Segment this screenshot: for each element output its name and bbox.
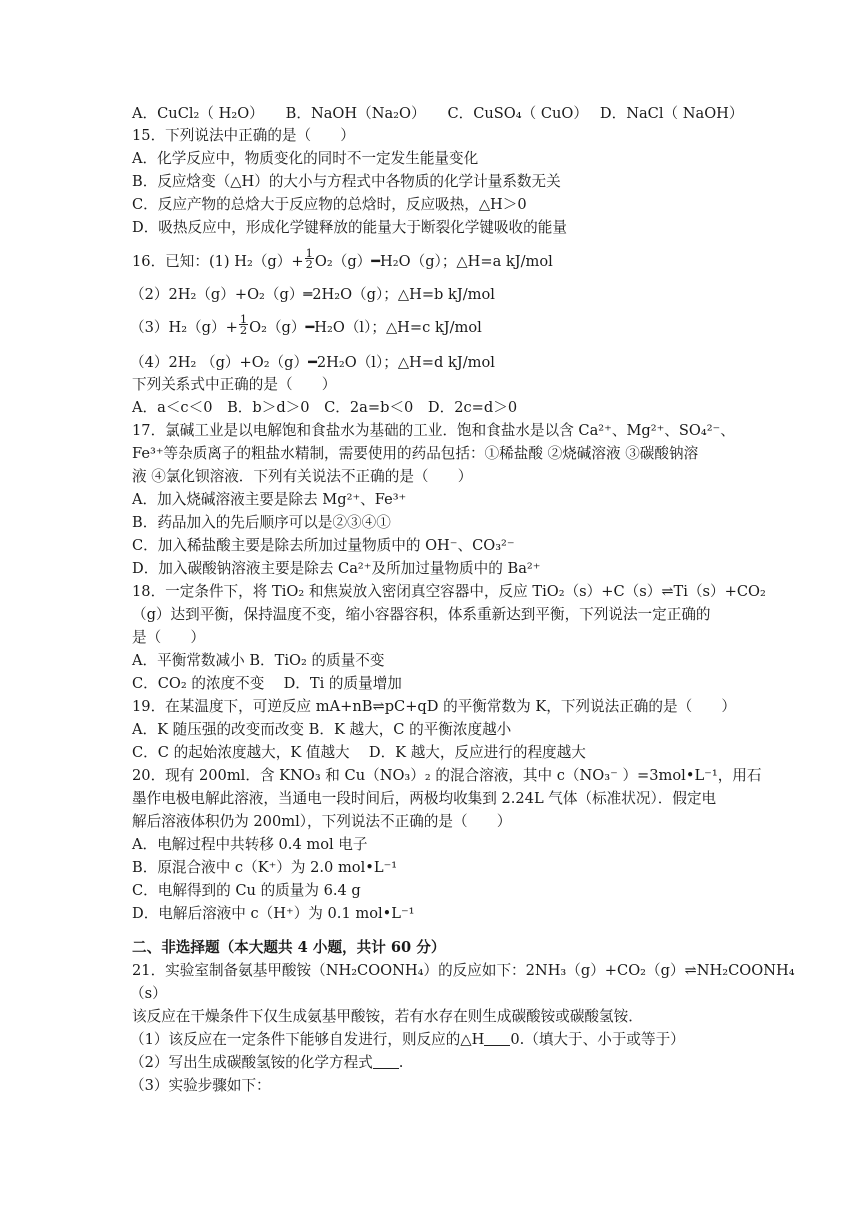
q17-option-b: B．药品加入的先后顺序可以是②③④① xyxy=(132,514,391,531)
q17-option-d: D．加入碳酸钠溶液主要是除去 Ca²⁺及所加过量物质中的 Ba²⁺ xyxy=(132,560,541,577)
q20-line-3: 解后溶液体积仍为 200ml），下列说法不正确的是（ ） xyxy=(132,813,512,830)
q18-line-1: 18．一定条件下，将 TiO₂ 和焦炭放入密闭真空容器中，反应 TiO₂（s）+C（s）⇌Ti（s）+CO₂ xyxy=(132,583,766,600)
q19-stem: 19．在某温度下，可逆反应 mA+nB⇌pC+qD 的平衡常数为 K，下列说法正确的是（ ） xyxy=(132,698,736,715)
q16-equation-4: （4）2H₂ （g）+O₂（g）━2H₂O（l）；△H=d kJ/mol xyxy=(130,354,495,371)
q19-options-ab: A．K 随压强的改变而改变 B．K 越大，C 的平衡浓度越小 xyxy=(132,721,512,738)
q16-options: A．a＜c＜0 B．b＞d＞0 C．2a=b＜0 D．2c=d＞0 xyxy=(132,399,518,416)
q16-equation-3 xyxy=(130,311,482,338)
one-half-fraction: $\frac{1}{2}$ xyxy=(239,311,248,337)
section-2-heading: 二、非选择题（本大题共 4 小题，共计 60 分） xyxy=(132,939,446,956)
q20-option-c: C．电解得到的 Cu 的质量为 6.4 g xyxy=(132,882,361,899)
q15-option-d: D．吸热反应中，形成化学键释放的能量大于断裂化学键吸收的能量 xyxy=(132,219,567,236)
one-half-fraction: $\frac{1}{2}$ xyxy=(305,245,313,271)
q18-line-2: （g）达到平衡，保持温度不变，缩小容器容积，体系重新达到平衡，下列说法一定正确的 xyxy=(132,606,711,623)
q21-part-2-pre: （2）写出生成碳酸氢铵的化学方程式 xyxy=(130,1054,373,1071)
q20-option-b: B．原混合液中 c（K⁺）为 2.0 mol•L⁻¹ xyxy=(132,859,398,876)
q16-equation-1 xyxy=(132,245,553,272)
q21-line-3: 该反应在干燥条件下仅生成氨基甲酸铵，若有水存在则生成碳酸铵或碳酸氢铵． xyxy=(132,1008,643,1025)
q17-line-1: 17．氯碱工业是以电解饱和食盐水为基础的工业．饱和食盐水是以含 Ca²⁺、Mg²⁺、SO₄²⁻、 xyxy=(132,422,735,439)
q21-part-1-post: 0.（填大于、小于或等于） xyxy=(510,1031,685,1048)
q17-option-a: A．加入烧碱溶液主要是除去 Mg²⁺、Fe³⁺ xyxy=(132,491,407,508)
q17-line-3: 液 ④氯化钡溶液．下列有关说法不正确的是（ ） xyxy=(132,468,473,485)
q18-line-3: 是（ ） xyxy=(132,629,205,646)
answer-blank[interactable] xyxy=(484,1032,510,1046)
q14-options: A．CuCl₂（ H₂O） B．NaOH（Na₂O） C．CuSO₄（ CuO） D．NaCl（ NaOH） xyxy=(132,105,744,122)
q16-equation-2: （2）2H₂（g）+O₂（g）═2H₂O（g）；△H=b kJ/mol xyxy=(130,286,495,303)
q21-line-1: 21．实验室制备氨基甲酸铵（NH₂COONH₄）的反应如下：2NH₃（g）+CO₂（g）⇌NH₂COONH₄ xyxy=(132,962,795,979)
q15-option-a: A．化学反应中，物质变化的同时不一定发生能量变化 xyxy=(132,150,479,167)
q17-option-c: C．加入稀盐酸主要是除去所加过量物质中的 OH⁻、CO₃²⁻ xyxy=(132,537,515,554)
q21-part-1-pre: （1）该反应在一定条件下能够自发进行，则反应的△H xyxy=(130,1031,485,1048)
q20-line-2: 墨作电极电解此溶液，当通电一段时间后，两极均收集到 2.24L 气体（标准状况）．假定电 xyxy=(132,790,717,807)
q16-eq3-right: O₂（g）━H₂O（l）；△H=c kJ/mol xyxy=(249,319,482,336)
q16-eq1-left: 16．已知：(1) H₂（g）+ xyxy=(132,253,304,270)
q21-line-2: （s） xyxy=(130,985,167,1002)
q21-part-3: （3）实验步骤如下： xyxy=(130,1077,271,1094)
q19-options-cd: C．C 的起始浓度越大，K 值越大 D．K 越大，反应进行的程度越大 xyxy=(132,744,586,761)
q15-stem: 15．下列说法中正确的是（ ） xyxy=(132,127,355,144)
q21-part-2-post: . xyxy=(398,1054,404,1071)
q20-option-d: D．电解后溶液中 c（H⁺）为 0.1 mol•L⁻¹ xyxy=(132,905,415,922)
answer-blank[interactable] xyxy=(373,1055,399,1069)
q20-option-a: A．电解过程中共转移 0.4 mol 电子 xyxy=(132,836,368,853)
q16-ask: 下列关系式中正确的是（ ） xyxy=(132,376,337,393)
q17-line-2: Fe³⁺等杂质离子的粗盐水精制，需要使用的药品包括：①稀盐酸 ②烧碱溶液 ③碳酸钠溶 xyxy=(132,445,699,462)
q15-option-c: C．反应产物的总焓大于反应物的总焓时，反应吸热，△H＞0 xyxy=(132,196,527,213)
q16-eq3-left: （3）H₂（g）+ xyxy=(130,319,238,336)
q18-options-ab: A．平衡常数减小 B．TiO₂ 的质量不变 xyxy=(132,652,385,669)
q15-option-b: B．反应焓变（△H）的大小与方程式中各物质的化学计量系数无关 xyxy=(132,173,561,190)
q18-options-cd: C．CO₂ 的浓度不变 D．Ti 的质量增加 xyxy=(132,675,402,692)
q21-part-1 xyxy=(130,1030,685,1050)
q20-line-1: 20．现有 200ml．含 KNO₃ 和 Cu（NO₃）₂ 的混合溶液，其中 c（NO₃⁻ ）=3mol•L⁻¹，用石 xyxy=(132,767,762,784)
q21-part-2 xyxy=(130,1053,403,1073)
q16-eq1-right: O₂（g）━H₂O（g）；△H=a kJ/mol xyxy=(314,253,553,270)
